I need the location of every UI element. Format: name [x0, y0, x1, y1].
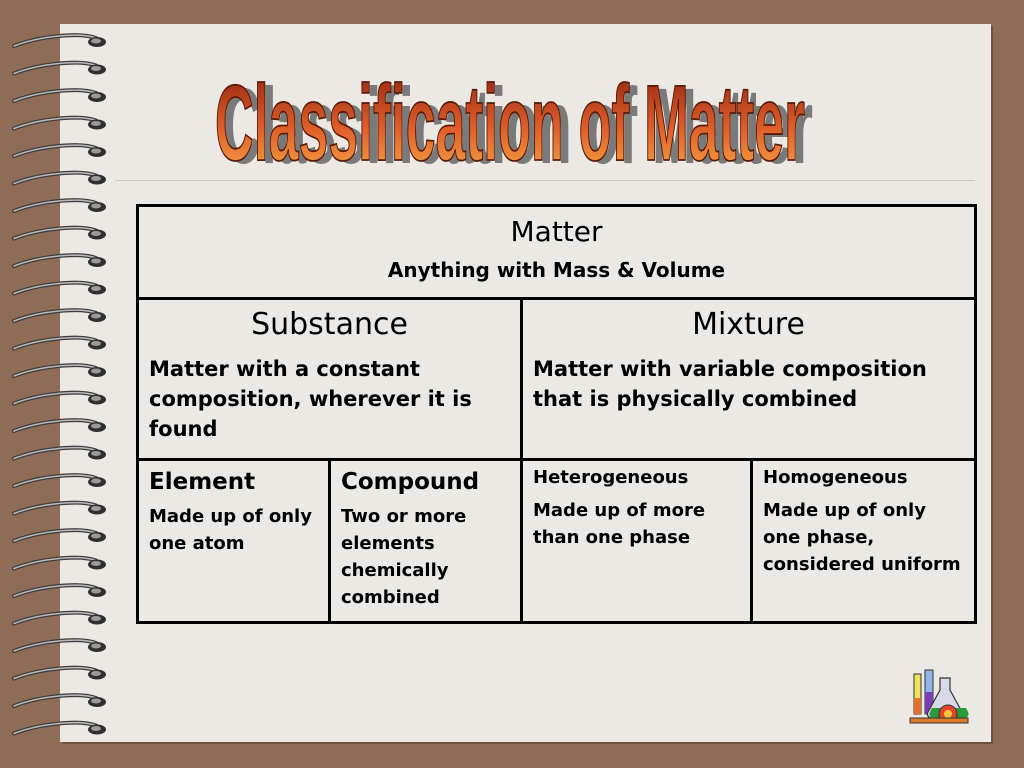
matter-heading: Matter — [510, 215, 603, 248]
slide-title — [200, 40, 820, 180]
spiral-binding-icon — [0, 0, 135, 768]
compound-cell — [330, 460, 522, 623]
title-text: Classification of Matter — [215, 63, 806, 180]
mixture-definition: Matter with variable composition that is physically combined — [533, 357, 927, 411]
chemistry-flasks-icon — [908, 668, 970, 726]
classification-table — [136, 204, 977, 624]
heterogeneous-heading: Heterogeneous — [533, 467, 689, 488]
element-definition: Made up of only one atom — [149, 506, 312, 554]
substance-definition: Matter with a constant composition, wherever it is found — [149, 357, 472, 441]
compound-heading: Compound — [341, 469, 480, 495]
element-cell — [138, 460, 330, 623]
title-divider — [115, 180, 975, 181]
substance-cell — [138, 299, 522, 460]
heterogeneous-cell — [522, 460, 752, 623]
svg-text:Classification of Matter: Classification of Matter — [223, 66, 813, 180]
heterogeneous-definition: Made up of more than one phase — [533, 500, 706, 548]
substance-heading: Substance — [251, 307, 408, 342]
compound-definition: Two or more elements chemically combined — [341, 506, 467, 608]
matter-cell — [138, 206, 976, 299]
homogeneous-definition: Made up of only one phase, considered uniform — [763, 500, 961, 575]
element-heading: Element — [149, 469, 256, 495]
mixture-heading: Mixture — [692, 307, 805, 342]
homogeneous-heading: Homogeneous — [763, 467, 908, 488]
matter-definition: Anything with Mass & Volume — [387, 258, 726, 282]
homogeneous-cell — [752, 460, 976, 623]
mixture-cell — [522, 299, 976, 460]
